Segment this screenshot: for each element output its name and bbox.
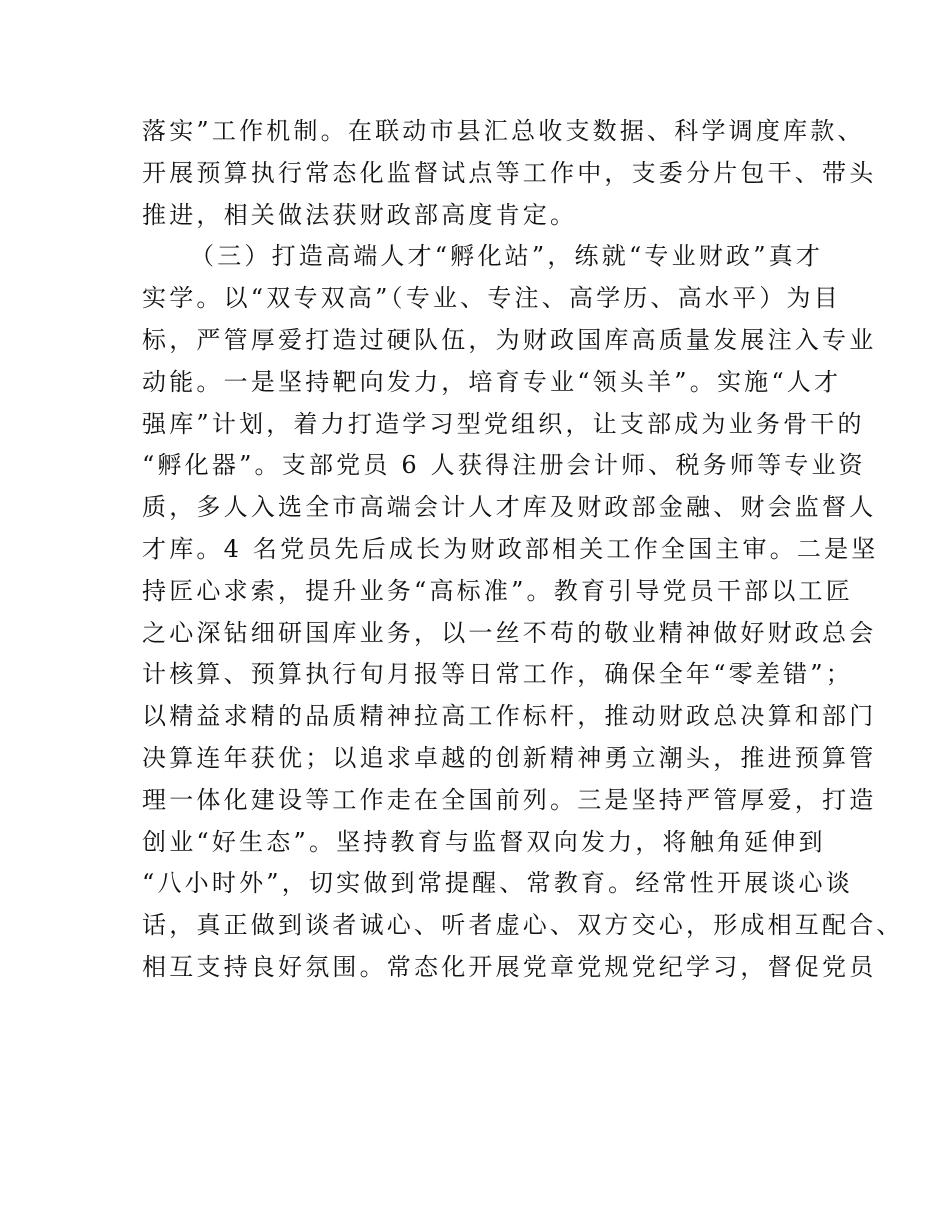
text-line: 标，严管厚爱打造过硬队伍，为财政国库高质量发展注入专业 [142,325,877,354]
text-line: 动能。一是坚持靶向发力，培育专业“领头羊”。实施“人才 [142,367,842,396]
text-line: 理一体化建设等工作走在全国前列。三是坚持严管厚爱，打造 [142,785,877,814]
text-line: 持匠心求索，提升业务“高标准”。教育引导党员干部以工匠 [142,576,853,605]
body-text [142,111,904,989]
text-line: 质，多人入选全市高端会计人才库及财政部金融、财会监督人 [142,493,877,522]
text-line: 相互支持良好氛围。常态化开展党章党规党纪学习，督促党员 [142,952,877,981]
text-line: “八小时外”，切实做到常提醒、常教育。经常性开展谈心谈 [142,869,853,898]
text-line: 开展预算执行常态化监督试点等工作中，支委分片包干、带头 [142,158,877,187]
text-line: 创业“好生态”。坚持教育与监督双向发力，将触角延伸到 [142,827,826,856]
text-line: 决算连年获优；以追求卓越的创新精神勇立潮头，推进预算管 [142,743,877,772]
text-line: 以精益求精的品质精神拉高工作标杆，推动财政总决算和部门 [142,702,877,731]
paragraph-start-line: （三）打造高端人才“孵化站”，练就“专业财政”真才 [190,242,824,271]
text-line: “孵化器”。支部党员 6 人获得注册会计师、税务师等专业资 [142,451,866,480]
text-line: 推进，相关做法获财政部高度肯定。 [142,200,578,229]
text-line: 才库。4 名党员先后成长为财政部相关工作全国主审。二是坚 [142,534,879,563]
text-line: 强库”计划，着力打造学习型党组织，让支部成为业务骨干的 [142,409,865,438]
text-line: 计核算、预算执行旬月报等日常工作，确保全年“零差错”； [142,660,853,689]
text-line: 话，真正做到谈者诚心、听者虚心、双方交心，形成相互配合、 [142,911,904,940]
text-line: 实学。以“双专双高”（专业、专注、高学历、高水平）为目 [142,284,841,313]
text-line: 之心深钻细研国库业务，以一丝不苟的敬业精神做好财政总会 [142,618,877,647]
text-line: 落实”工作机制。在联动市县汇总收支数据、科学调度库款、 [142,117,865,145]
